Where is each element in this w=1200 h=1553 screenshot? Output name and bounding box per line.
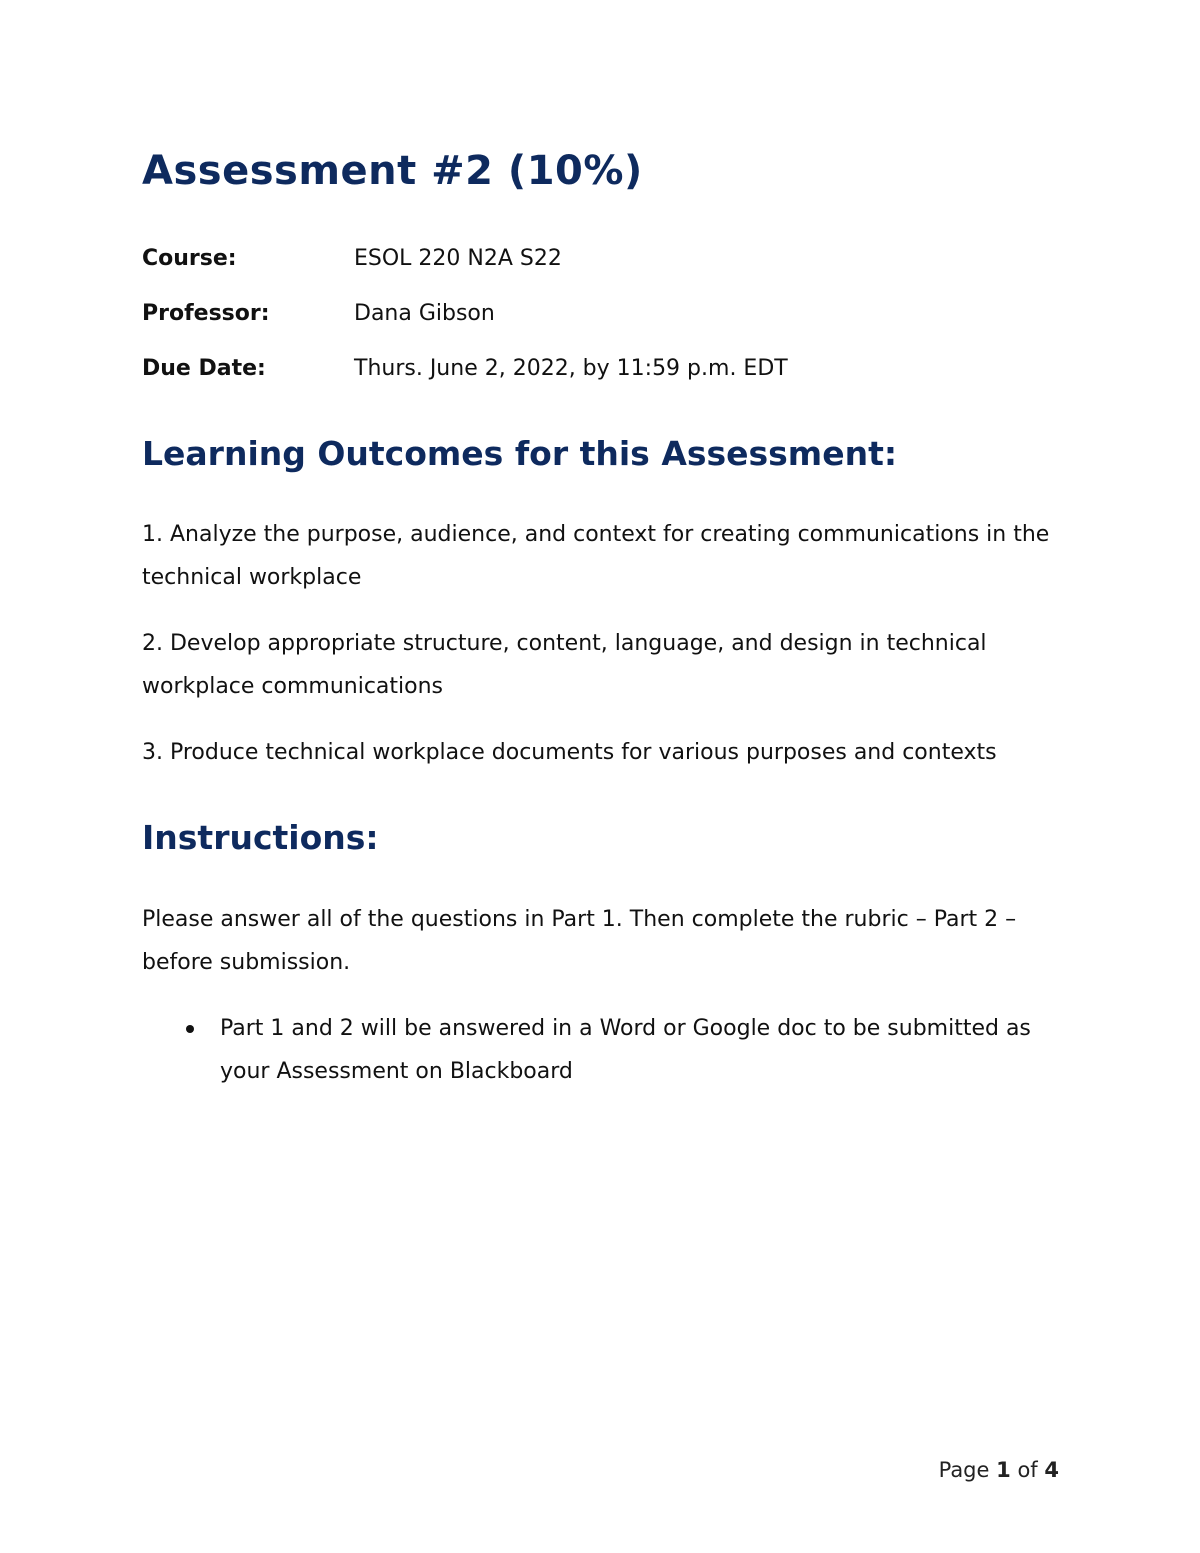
learning-outcome-item-1: 1. Analyze the purpose, audience, and context for creating communications in the technical workplace [142,522,1050,590]
document-title: Assessment #2 (10%) [142,148,643,194]
learning-outcome-item-3: 3. Produce technical workplace documents for various purposes and contexts [142,740,997,765]
meta-row-due-date [142,354,788,384]
page-footer [939,1456,1059,1484]
footer-of-word: of [1017,1458,1038,1482]
footer-page-word: Page [938,1458,990,1482]
instructions-bullet-list [142,1007,1072,1093]
meta-label-course: Course: [142,246,237,271]
meta-value-due-date: Thurs. June 2, 2022, by 11:59 p.m. EDT [354,356,788,381]
meta-row-professor [142,299,495,329]
footer-page-current: 1 [996,1458,1011,1482]
meta-label-professor: Professor: [142,301,270,326]
meta-row-course [142,244,562,274]
meta-label-due-date: Due Date: [142,356,266,381]
footer-page-total: 4 [1044,1458,1059,1482]
meta-value-course: ESOL 220 N2A S22 [354,246,562,271]
learning-outcome-item-2: 2. Develop appropriate structure, content, language, and design in technical workplace communications [142,631,987,699]
meta-value-professor: Dana Gibson [354,301,495,326]
bullet-text: Part 1 and 2 will be answered in a Word or Google doc to be submitted as your Assessment on Blackboard [220,1016,1031,1084]
learning-outcomes-heading: Learning Outcomes for this Assessment: [142,434,898,473]
instructions-heading: Instructions: [142,818,379,857]
bullet-icon [186,1025,194,1033]
list-item [142,1007,1072,1093]
instructions-paragraph: Please answer all of the questions in Part 1. Then complete the rubric – Part 2 – before submission. [142,907,1017,975]
